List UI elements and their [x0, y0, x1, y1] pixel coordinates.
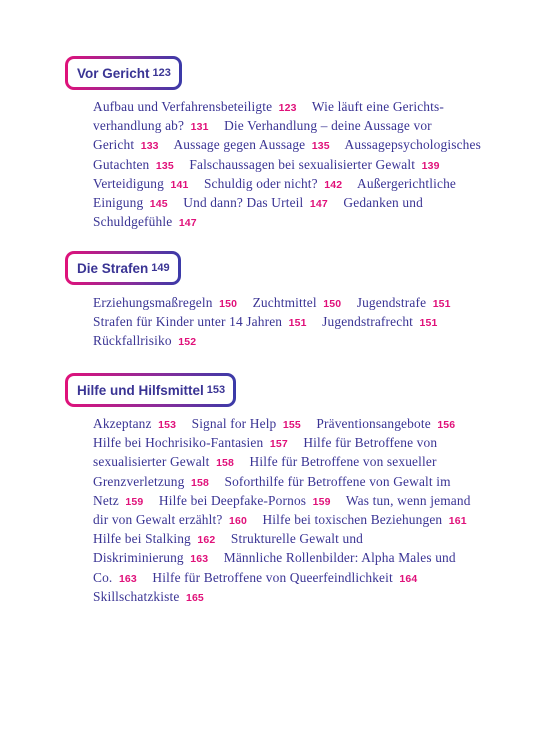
section-title: Vor Gericht — [77, 65, 150, 81]
toc-entry-title: Die Verhandlung – deine Aussage vor Gericht — [93, 118, 432, 153]
toc-entry — [173, 137, 341, 152]
toc-entry — [189, 157, 451, 172]
toc-entry-page-number: 151 — [432, 298, 451, 310]
toc-entry-page-number: 139 — [421, 159, 440, 172]
section-title: Hilfe und Hilfsmittel — [77, 382, 204, 398]
section-title: Die Strafen — [77, 260, 149, 276]
toc-entry-page-number: 165 — [185, 591, 204, 604]
toc-entry-page-number: 151 — [288, 317, 307, 330]
toc-entry-page-number: 141 — [170, 178, 189, 191]
toc-entry — [93, 435, 300, 450]
toc-entry — [93, 295, 249, 310]
toc-entry — [204, 176, 354, 191]
toc-entry — [93, 314, 319, 329]
toc-entry — [152, 570, 429, 585]
toc-entry-page-number: 160 — [229, 515, 247, 528]
section-heading-badge — [65, 56, 182, 90]
toc-entry-page-number: 135 — [155, 159, 174, 172]
toc-entry-page-number: 164 — [399, 572, 418, 585]
toc-entry — [322, 314, 449, 329]
toc-entry-page-number: 158 — [216, 457, 235, 470]
toc-entry-title: Hilfe für Betroffene von Queerfeindlichkeit — [152, 569, 393, 585]
toc-entry-title: Falschaussagen bei sexualisierter Gewalt — [189, 156, 416, 172]
toc-entry-page-number: 145 — [149, 198, 168, 211]
toc-entry-title: Präventionsangebote — [316, 416, 431, 431]
toc-entry — [253, 295, 354, 310]
section-page-number: 153 — [206, 384, 226, 396]
toc-entry-title: Schuldig oder nicht? — [203, 175, 318, 191]
toc-entry-page-number: 147 — [309, 198, 328, 211]
toc-entry-title: Was tun, wenn jemand dir von Gewalt erzählt? — [93, 492, 471, 528]
toc-entry — [357, 295, 463, 310]
toc-entry-title: Außergerichtliche Einigung — [93, 175, 457, 211]
toc-entry-page-number: 159 — [312, 495, 331, 508]
toc-entry-page-number: 162 — [197, 534, 216, 547]
toc-entry-title: Strafen für Kinder unter 14 Jahren — [93, 314, 283, 330]
toc-entry-title: Rückfallrisiko — [93, 333, 172, 349]
toc-entry-page-number: 161 — [448, 515, 467, 528]
toc-entry-page-number: 131 — [190, 121, 209, 134]
section-heading-badge — [65, 251, 181, 285]
section-page-number: 123 — [152, 67, 171, 79]
toc-entry-page-number: 153 — [158, 419, 177, 431]
toc-entry-page-number: 133 — [140, 140, 159, 153]
toc-entry-title: Signal for Help — [191, 416, 277, 431]
toc-entry-title: Soforthilfe für Betroffene von Gewalt im Netz — [93, 473, 451, 508]
toc-entry-page-number: 163 — [190, 553, 209, 566]
toc-entry — [93, 531, 227, 546]
toc-entry-title: Hilfe bei Hochrisiko-Fantasien — [93, 435, 264, 451]
section-heading-badge — [65, 373, 236, 407]
toc-entry-title: Erziehungsmaßregeln — [93, 295, 213, 310]
toc-entry-title: Strukturelle Gewalt und Diskriminierung — [93, 531, 364, 566]
toc-entry-title: Aufbau und Verfahrensbeteiligte — [93, 99, 273, 114]
toc-entry-page-number: 163 — [118, 572, 137, 585]
toc-entry-page-number: 155 — [282, 419, 301, 431]
toc-entry — [192, 416, 313, 431]
toc-entry-title: Wie läuft eine Gerichtsverhandlung ab? — [93, 99, 444, 134]
toc-entry — [93, 99, 309, 114]
toc-entry-page-number: 158 — [190, 476, 209, 489]
toc-entry-page-number: 142 — [324, 178, 343, 191]
toc-entry-title: Hilfe für Betroffene von sexualisierter Gewalt — [93, 435, 438, 470]
toc-entry-page-number: 159 — [125, 495, 144, 508]
toc-entry-title: Akzeptanz — [93, 416, 152, 431]
toc-entry-title: Aussagepsychologisches Gutachten — [93, 137, 481, 172]
toc-entry-title: Jugendstrafe — [356, 295, 427, 310]
toc-entry-title: Jugendstrafrecht — [322, 314, 414, 330]
toc-entry — [262, 512, 478, 527]
toc-entry-title: Hilfe bei Deepfake-Pornos — [158, 492, 307, 508]
toc-entry — [93, 416, 188, 431]
toc-entry-page-number: 157 — [269, 438, 288, 451]
entry-list — [93, 294, 483, 352]
toc-entry-page-number: 147 — [178, 217, 197, 230]
toc-entry-page-number: 152 — [178, 336, 197, 349]
toc-entry — [93, 176, 200, 191]
toc-entry-title: Zuchtmittel — [252, 295, 317, 310]
toc-entry-title: Verteidigung — [93, 175, 164, 191]
toc-entry — [93, 333, 208, 348]
toc-entry-title: Skillschatzkiste — [93, 588, 180, 604]
toc-entry-page-number: 123 — [278, 102, 297, 114]
entry-list — [93, 415, 483, 607]
entry-list — [93, 98, 483, 232]
toc-entry-title: Gedanken und Schuldgefühle — [93, 195, 423, 230]
toc-entry-title: Hilfe bei toxischen Beziehungen — [262, 512, 443, 528]
toc-entry-title: Und dann? Das Urteil — [183, 195, 304, 211]
toc-entry — [183, 195, 340, 210]
toc-entry-title: Hilfe für Betroffene von sexueller Grenzverletzung — [93, 454, 437, 489]
toc-entry — [93, 589, 216, 604]
toc-entry-page-number: 135 — [311, 140, 330, 153]
toc-entry-title: Hilfe bei Stalking — [93, 531, 191, 547]
toc-entry — [316, 416, 467, 431]
toc-entry-title: Aussage gegen Aussage — [173, 137, 306, 153]
toc-entry — [159, 493, 343, 508]
toc-entry-title: Männliche Rollenbilder: Alpha Males und Co. — [93, 550, 456, 585]
toc-entry-page-number: 150 — [219, 298, 238, 310]
section-page-number: 149 — [151, 262, 170, 274]
toc-entry-page-number: 156 — [437, 419, 456, 431]
toc-entry-page-number: 150 — [323, 298, 342, 310]
toc-entry-page-number: 151 — [419, 317, 438, 330]
